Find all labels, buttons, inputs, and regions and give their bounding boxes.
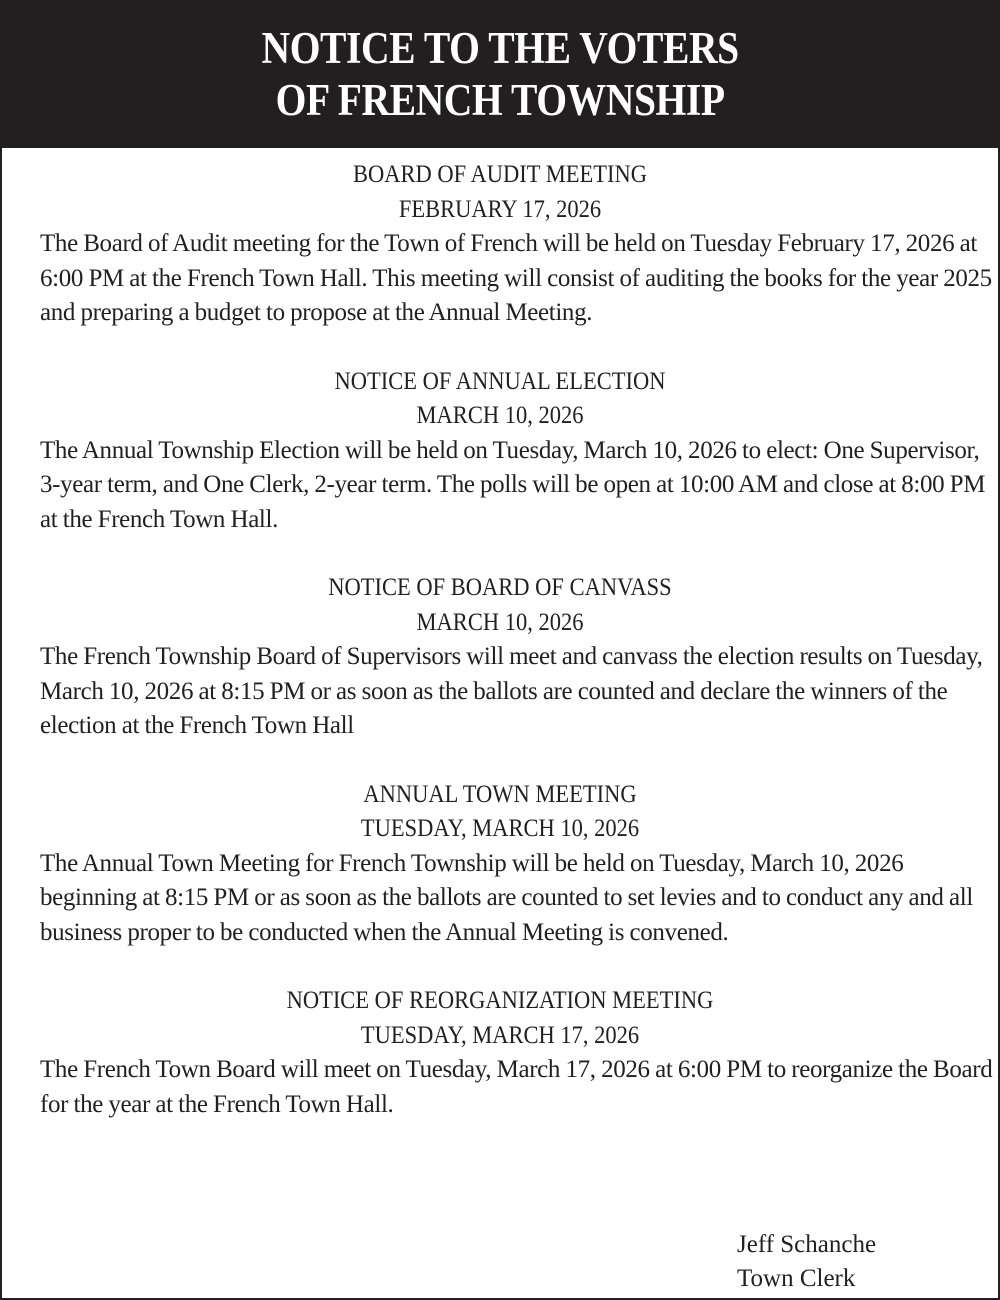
section-heading: ANNUAL TOWN MEETING: [363, 780, 637, 808]
notice-header-banner: [0, 0, 1000, 148]
section-date: TUESDAY, MARCH 17, 2026: [360, 1021, 640, 1049]
section-reorganization-meeting: [40, 984, 993, 1122]
section-board-of-canvass: [40, 571, 983, 744]
section-date: MARCH 10, 2026: [416, 402, 584, 429]
section-board-of-audit: [40, 158, 992, 331]
section-body: The Annual Township Election will be held on Tuesday, March 10, 2026 to elect: One Supervisor, 3-year term, and One Clerk, 2-year term. The polls will be open at 10:00 AM and close at 8:00 PM at the French Town Hall.: [40, 436, 986, 533]
section-body: The Board of Audit meeting for the Town of French will be held on Tuesday February 17, 2026 at 6:00 PM at the French Town Hall. This meeting will consist of auditing the books for the year 2025 and preparing a budget to propose at the Annual Meeting.: [40, 230, 992, 326]
section-date: TUESDAY, MARCH 10, 2026: [360, 815, 640, 842]
signatory-name: Jeff Schanche: [737, 1231, 877, 1258]
notice-content: [2, 148, 998, 1122]
section-heading: NOTICE OF BOARD OF CANVASS: [328, 574, 672, 601]
section-body: The Annual Town Meeting for French Township will be held on Tuesday, March 10, 2026 beginning at 8:15 PM or as soon as the ballots are counted to set levies and to conduct any and all business proper to be conducted when the Annual Meeting is convened.: [40, 849, 973, 946]
section-date: FEBRUARY 17, 2026: [398, 195, 602, 223]
section-body: The French Town Board will meet on Tuesday, March 17, 2026 at 6:00 PM to reorganize the Board for the year at the French Town Hall.: [40, 1056, 993, 1118]
signatory-title: Town Clerk: [737, 1265, 856, 1292]
section-heading: NOTICE OF ANNUAL ELECTION: [334, 367, 666, 395]
signature-block: [737, 1228, 876, 1296]
section-annual-town-meeting: [40, 778, 973, 951]
section-heading: BOARD OF AUDIT MEETING: [353, 161, 647, 188]
section-annual-election: [40, 365, 986, 538]
section-body: The French Township Board of Supervisors will meet and canvass the election results on Tuesday, March 10, 2026 at 8:15 PM or as soon as the ballots are counted and declare the winners of the election at the French Town Hall: [40, 643, 983, 739]
notice-title-line-1: NOTICE TO THE VOTERS: [261, 23, 739, 73]
section-date: MARCH 10, 2026: [416, 608, 584, 636]
notice-title-line-2: OF FRENCH TOWNSHIP: [275, 75, 725, 125]
section-heading: NOTICE OF REORGANIZATION MEETING: [286, 987, 714, 1014]
